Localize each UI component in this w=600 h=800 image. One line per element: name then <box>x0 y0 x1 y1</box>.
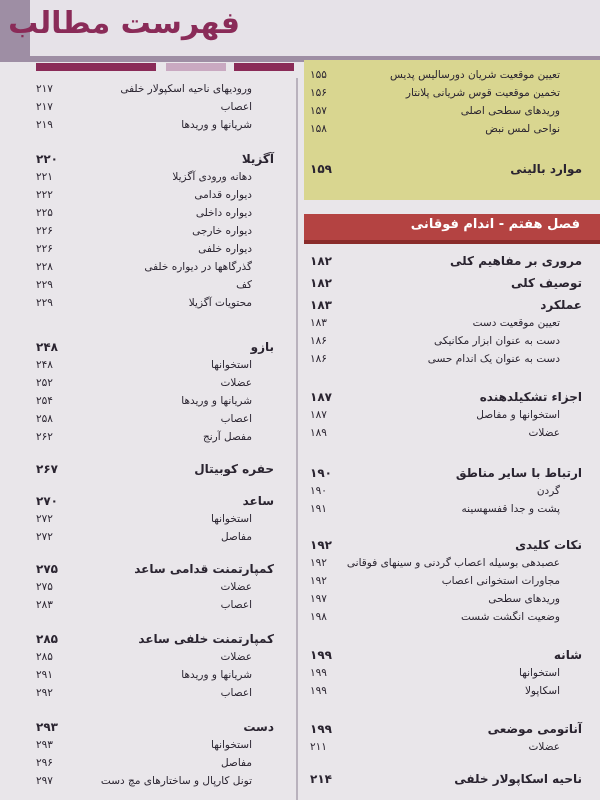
toc-entry-label: وريدهای سطحی <box>488 593 560 605</box>
toc-entry <box>304 608 600 626</box>
toc-entry <box>304 274 600 292</box>
toc-entry <box>304 350 600 368</box>
toc-entry-label: تعيين موقعيت شريان دورساليس پديس <box>389 69 560 81</box>
toc-entry-page: ۱۸۷ <box>310 390 332 404</box>
toc-entry-page: ۲۱۷ <box>36 83 53 95</box>
toc-entry-page: ۲۲۶ <box>36 243 53 255</box>
toc-entry <box>304 332 600 350</box>
toc-entry-label: توصيف كلی <box>510 276 582 290</box>
toc-entry <box>30 80 292 98</box>
toc-entry <box>30 684 292 702</box>
toc-entry-label: پشت و جدا قفسهسينه <box>461 503 560 515</box>
toc-entry-label: شريانها و وريدها <box>181 119 252 131</box>
toc-entry-page: ۱۵۸ <box>310 123 327 135</box>
toc-entry <box>30 98 292 116</box>
toc-entry-label: تونل كارپال و ساختارهای مچ دست <box>100 775 252 787</box>
toc-entry-page: ۲۷۰ <box>36 494 58 508</box>
toc-entry <box>30 338 292 356</box>
toc-entry-page: ۲۲۵ <box>36 207 53 219</box>
toc-entry <box>304 572 600 590</box>
toc-entry <box>304 252 600 270</box>
chapter-heading <box>304 214 600 240</box>
toc-entry-page: ۱۹۹ <box>310 667 327 679</box>
toc-entry-label: مروری بر مفاهيم كلی <box>450 254 582 268</box>
toc-entry-page: ۱۹۹ <box>310 648 332 662</box>
toc-entry <box>30 510 292 528</box>
toc-entry <box>30 294 292 312</box>
toc-entry-page: ۲۲۸ <box>36 261 53 273</box>
page-title: فهرست مطالب <box>8 6 240 41</box>
toc-entry-label: مفصل آرنج <box>202 431 252 443</box>
toc-entry-page: ۲۱۹ <box>36 119 53 131</box>
toc-entry-label: عضلات <box>220 377 252 389</box>
toc-entry <box>30 356 292 374</box>
toc-entry <box>30 410 292 428</box>
toc-entry-page: ۲۱۱ <box>310 741 327 753</box>
toc-entry-page: ۱۵۵ <box>310 69 327 81</box>
toc-entry-page: ۱۹۲ <box>310 538 332 552</box>
toc-entry <box>304 102 600 120</box>
toc-entry-label: وضعيت انگشت شست <box>461 611 560 623</box>
toc-entry-label: عضلات <box>528 427 560 439</box>
toc-entry-page: ۱۹۷ <box>310 593 327 605</box>
toc-entry-label: اعصاب <box>220 413 252 425</box>
toc-entry <box>304 406 600 424</box>
toc-entry-label: آگزيلا <box>241 152 274 166</box>
toc-entry-page: ۱۸۲ <box>310 254 332 268</box>
toc-entry-label: عضلات <box>220 581 252 593</box>
toc-entry-label: مفاصل <box>220 757 252 769</box>
toc-entry-page: ۲۲۱ <box>36 171 53 183</box>
toc-entry-page: ۲۶۲ <box>36 431 53 443</box>
toc-entry <box>304 770 600 788</box>
toc-entry-page: ۲۲۹ <box>36 279 53 291</box>
toc-entry-label: كمپارتمنت خلفی ساعد <box>138 632 274 646</box>
toc-entry-label: دست به عنوان ابزار مكانيكی <box>433 335 560 347</box>
toc-entry <box>30 648 292 666</box>
chapter-underline <box>304 240 600 244</box>
toc-entry <box>30 492 292 510</box>
toc-entry <box>304 682 600 700</box>
toc-entry <box>30 204 292 222</box>
toc-entry-page: ۲۲۲ <box>36 189 53 201</box>
toc-entry-page: ۲۹۲ <box>36 687 53 699</box>
toc-entry-label: ارتباط با ساير مناطق <box>455 466 582 480</box>
toc-entry-label: تخمين موقعيت قوس شريانی پلانتار <box>405 87 560 99</box>
toc-entry <box>304 554 600 572</box>
toc-entry-page: ۲۴۸ <box>36 359 53 371</box>
toc-entry <box>30 186 292 204</box>
toc-entry-label: موارد بالينی <box>510 162 582 176</box>
toc-entry-page: ۲۷۵ <box>36 581 53 593</box>
toc-entry-page: ۱۹۹ <box>310 685 327 697</box>
toc-entry-page: ۲۷۲ <box>36 513 53 525</box>
toc-entry-label: حفره كوبيتال <box>194 462 274 476</box>
bar-segment <box>234 63 294 71</box>
toc-entry-page: ۲۹۱ <box>36 669 53 681</box>
toc-entry-label: محتويات آگزيلا <box>188 297 252 309</box>
toc-entry-page: ۲۸۵ <box>36 651 53 663</box>
toc-entry-page: ۱۸۷ <box>310 409 327 421</box>
toc-entry-label: ديواره قدامی <box>194 189 252 201</box>
toc-entry-label: نواحی لمس نبض <box>485 123 560 135</box>
toc-entry-label: شانه <box>553 648 582 662</box>
toc-entry <box>30 258 292 276</box>
toc-entry-label: كف <box>236 279 252 291</box>
toc-entry <box>304 720 600 738</box>
toc-entry <box>304 464 600 482</box>
toc-entry <box>30 528 292 546</box>
toc-entry-label: ناحيه اسكاپولار خلفی <box>454 772 582 786</box>
toc-entry <box>304 314 600 332</box>
toc-entry-label: استخوانها و مفاصل <box>476 409 560 421</box>
toc-entry-label: اجزاء تشكيلدهنده <box>479 390 582 404</box>
toc-entry-page: ۲۲۰ <box>36 152 58 166</box>
toc-entry <box>304 296 600 314</box>
toc-entry-page: ۲۹۷ <box>36 775 53 787</box>
toc-entry-label: عصبدهی بوسيله اعصاب گردنی و سينهای فوقانی <box>346 557 560 569</box>
toc-entry-page: ۱۹۸ <box>310 611 327 623</box>
toc-entry <box>304 424 600 442</box>
toc-entry-label: آناتومی موضعی <box>487 722 582 736</box>
toc-entry-page: ۲۲۹ <box>36 297 53 309</box>
toc-entry-page: ۱۵۹ <box>310 162 332 176</box>
toc-entry-page: ۲۱۴ <box>310 772 332 786</box>
toc-entry-label: گذرگاهها در ديواره خلفی <box>144 261 252 273</box>
toc-entry-label: بازو <box>250 340 274 354</box>
toc-entry-label: استخوانها <box>211 739 252 751</box>
toc-entry <box>30 116 292 134</box>
toc-entry-label: ديواره خلفی <box>198 243 252 255</box>
page-header <box>0 0 600 62</box>
toc-entry-label: شريانها و وريدها <box>181 395 252 407</box>
toc-entry-label: كمپارتمنت قدامی ساعد <box>134 562 274 576</box>
toc-entry-page: ۲۲۶ <box>36 225 53 237</box>
toc-entry <box>30 222 292 240</box>
toc-entry-page: ۲۷۵ <box>36 562 58 576</box>
chapter-title: فصل هفتم - اندام فوقانی <box>410 217 580 232</box>
toc-entry-page: ۱۹۲ <box>310 575 327 587</box>
toc-entry <box>304 482 600 500</box>
toc-entry <box>304 66 600 84</box>
toc-entry-page: ۱۵۶ <box>310 87 327 99</box>
toc-entry-page: ۱۹۱ <box>310 503 327 515</box>
toc-entry-label: تعيين موقعيت دست <box>472 317 560 329</box>
toc-entry-page: ۲۹۳ <box>36 739 53 751</box>
toc-entry-label: عملكرد <box>540 298 582 312</box>
toc-entry-page: ۲۸۵ <box>36 632 58 646</box>
toc-entry-page: ۱۸۶ <box>310 335 327 347</box>
toc-entry-label: ساعد <box>242 494 274 508</box>
toc-entry-page: ۱۹۲ <box>310 557 327 569</box>
toc-entry <box>304 500 600 518</box>
toc-entry-page: ۲۱۷ <box>36 101 53 113</box>
toc-entry <box>304 84 600 102</box>
toc-entry-page: ۲۸۳ <box>36 599 53 611</box>
toc-entry-label: گردن <box>536 485 560 497</box>
toc-entry-label: استخوانها <box>211 513 252 525</box>
bar-segment <box>166 63 226 71</box>
toc-entry <box>30 718 292 736</box>
toc-entry <box>30 276 292 294</box>
toc-entry-label: دست <box>243 720 274 734</box>
toc-entry <box>30 596 292 614</box>
toc-entry <box>30 392 292 410</box>
toc-entry-label: استخوانها <box>211 359 252 371</box>
toc-entry <box>30 772 292 790</box>
toc-entry <box>30 630 292 648</box>
toc-entry-label: شريانها و وريدها <box>181 669 252 681</box>
toc-entry-label: وروديهای ناحيه اسكپولار خلفی <box>120 83 252 95</box>
toc-entry <box>30 150 292 168</box>
bar-segment <box>36 63 156 71</box>
toc-entry <box>304 388 600 406</box>
toc-entry-label: اعصاب <box>220 101 252 113</box>
toc-entry-page: ۲۴۸ <box>36 340 58 354</box>
toc-entry-page: ۲۶۷ <box>36 462 58 476</box>
toc-entry-page: ۱۸۲ <box>310 276 332 290</box>
toc-entry-page: ۱۵۷ <box>310 105 327 117</box>
toc-entry <box>30 374 292 392</box>
toc-entry <box>304 160 600 178</box>
toc-entry-label: ديواره داخلی <box>195 207 252 219</box>
toc-entry <box>304 536 600 554</box>
toc-entry-page: ۱۸۶ <box>310 353 327 365</box>
toc-entry-label: مفاصل <box>220 531 252 543</box>
toc-entry-page: ۱۸۹ <box>310 427 327 439</box>
column-divider <box>296 78 298 800</box>
toc-entry <box>304 738 600 756</box>
toc-entry-page: ۲۵۸ <box>36 413 53 425</box>
toc-entry-page: ۲۷۲ <box>36 531 53 543</box>
toc-entry-page: ۱۸۳ <box>310 317 327 329</box>
toc-entry-page: ۲۹۳ <box>36 720 58 734</box>
toc-entry-label: استخوانها <box>519 667 560 679</box>
toc-entry <box>30 168 292 186</box>
toc-entry <box>304 590 600 608</box>
toc-entry-label: دهانه ورودی آگزيلا <box>172 171 252 183</box>
toc-entry-label: دست به عنوان يک اندام حسی <box>427 353 560 365</box>
toc-entry-page: ۱۸۳ <box>310 298 332 312</box>
toc-entry-page: ۱۹۰ <box>310 485 327 497</box>
toc-entry-label: اعصاب <box>220 687 252 699</box>
toc-entry <box>30 578 292 596</box>
toc-entry-label: عضلات <box>220 651 252 663</box>
toc-entry-page: ۲۵۲ <box>36 377 53 389</box>
toc-entry <box>30 560 292 578</box>
toc-entry <box>30 428 292 446</box>
toc-entry <box>30 460 292 478</box>
toc-entry-label: وريدهای سطحی اصلی <box>460 105 560 117</box>
toc-entry-page: ۲۹۶ <box>36 757 53 769</box>
toc-entry-label: اسكاپولا <box>524 685 560 697</box>
toc-entry-page: ۲۵۴ <box>36 395 53 407</box>
toc-entry-page: ۱۹۹ <box>310 722 332 736</box>
toc-entry-label: مجاورات استخوانی اعصاب <box>441 575 560 587</box>
toc-entry <box>30 736 292 754</box>
toc-entry <box>304 646 600 664</box>
toc-entry <box>304 120 600 138</box>
toc-entry-label: عضلات <box>528 741 560 753</box>
toc-entry <box>304 664 600 682</box>
toc-entry <box>30 666 292 684</box>
toc-entry-label: اعصاب <box>220 599 252 611</box>
toc-entry-label: ديواره خارجی <box>192 225 252 237</box>
toc-entry <box>30 754 292 772</box>
toc-entry-label: نكات كليدی <box>515 538 582 552</box>
toc-entry <box>30 240 292 258</box>
toc-entry-page: ۱۹۰ <box>310 466 332 480</box>
